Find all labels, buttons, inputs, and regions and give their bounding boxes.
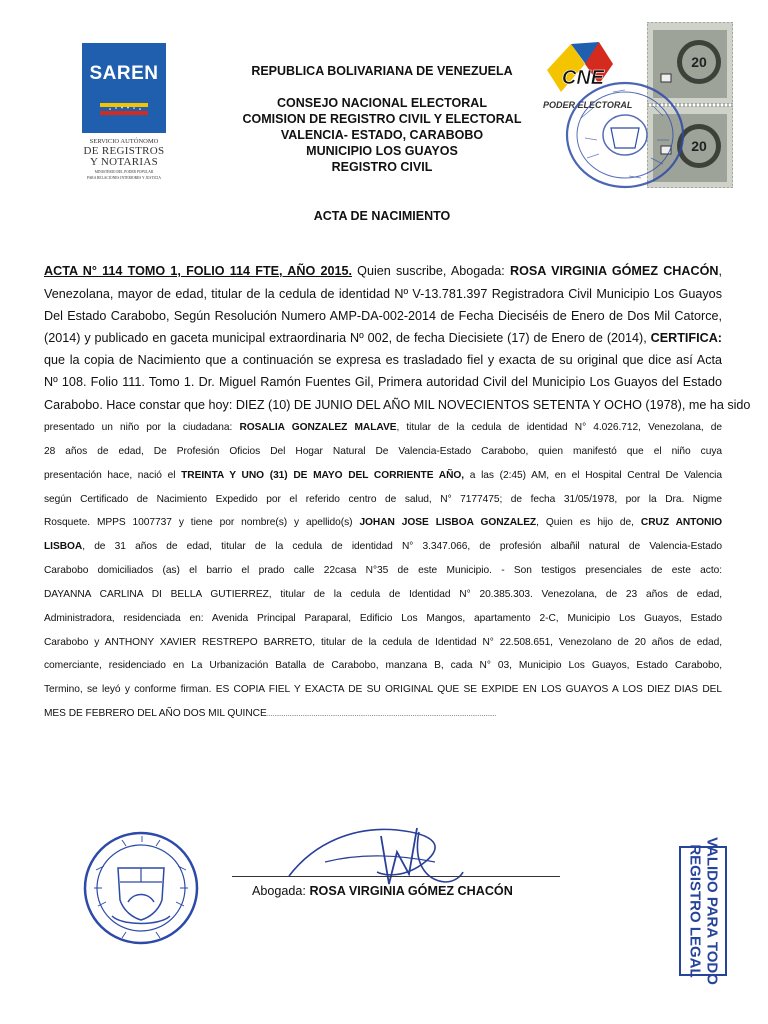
fiscal-stamp-value-1: 20 xyxy=(691,54,707,70)
saren-logo-line2a: DE REGISTROS xyxy=(83,144,165,157)
saren-logo-word: SAREN xyxy=(89,63,159,84)
body-line-1 xyxy=(44,264,722,278)
body-text: Quien suscribe, Abogada: xyxy=(351,264,511,278)
signature-line xyxy=(232,876,560,877)
fiscal-stamp-value-2: 20 xyxy=(691,138,707,154)
saren-logo-line3a: MINISTERIO DEL PODER POPULAR xyxy=(94,169,154,174)
saren-logo-box xyxy=(82,43,166,133)
body-text: , xyxy=(718,264,722,278)
acta-number: ACTA N° 114 TOMO 1, FOLIO 114 FTE, AÑO 2015. xyxy=(44,264,352,278)
saren-logo-line1: SERVICIO AUTÓNOMO xyxy=(89,138,159,145)
tribunal-supremo-seal-icon xyxy=(82,830,200,946)
cne-logo-name: CNE xyxy=(561,67,605,89)
header-line-4: VALENCIA- ESTADO, CARABOBO xyxy=(280,128,484,142)
saren-logo-line3b: PARA RELACIONES INTERIORES Y JUSTICIA xyxy=(87,175,161,180)
registrar-name: ROSA VIRGINIA GÓMEZ CHACÓN xyxy=(510,264,719,278)
flag-stars-icon xyxy=(100,103,148,115)
header-line-2: CONSEJO NACIONAL ELECTORAL xyxy=(277,96,487,110)
body-text: , titular de la cedula de identidad N° 4.026.712, Venezolana, de xyxy=(396,422,722,433)
body-line-18: comerciante, residenciado en La Urbanización Batalla de Carabobo, manzana B, cada N° 03, Municipio Los Guayos, Estado Carabobo, xyxy=(44,660,722,671)
body-text: a las (2:45) AM, en el Hospital Central De Valencia xyxy=(464,470,723,481)
body-line-12 xyxy=(44,517,722,528)
body-text: Termino, se leyó y conforme firman. xyxy=(44,684,216,695)
body-line-13 xyxy=(44,541,722,552)
signature-label: Abogada: xyxy=(252,884,310,898)
body-line-11: según Certificado de Nacimiento Expedido por el referido centro de salud, N° 7177475; de fecha 31/05/1978, por la Dra. Nigme xyxy=(44,494,722,505)
body-line-6: Nº 108. Folio 111. Tomo 1. Dr. Miguel Ramón Fuentes Gil, Primera autoridad Civil del Municipio Los Guayos del Estado xyxy=(44,375,722,389)
signature-caption xyxy=(252,884,513,898)
body-line-10 xyxy=(44,470,722,481)
body-text: Rosquete. MPPS 1007737 y tiene por nombre(s) y apellido(s) xyxy=(44,517,360,528)
signature-name: ROSA VIRGINIA GÓMEZ CHACÓN xyxy=(309,884,513,898)
header-line-1: REPUBLICA BOLIVARIANA DE VENEZUELA xyxy=(251,64,513,78)
header-line-5: MUNICIPIO LOS GUAYOS xyxy=(306,144,458,158)
valido-para-todo-stamp xyxy=(679,837,727,985)
body-text: , de 31 años de edad, titular de la cedula de identidad N° 3.347.066, de profesión albañil natural de Valencia-Estado xyxy=(82,541,722,552)
body-line-7: Carabobo. Hace constar que hoy: DIEZ (10) DE JUNIO DEL AÑO MIL NOVECIENTOS SETENTA Y OCHO (1978), me ha sido xyxy=(44,398,751,412)
father-name-part1: CRUZ ANTONIO xyxy=(640,517,723,528)
certifica-label: CERTIFICA: xyxy=(650,331,722,345)
saren-logo xyxy=(82,43,166,188)
registro-civil-seal-icon xyxy=(563,78,688,193)
body-line-2: Venezolana, mayor de edad, titular de la cedula de identidad Nº V-13.781.397 Registradora Civil Municipio Los Guayos xyxy=(44,287,722,301)
header-line-6: REGISTRO CIVIL xyxy=(331,160,433,174)
body-line-20 xyxy=(44,708,710,719)
birth-date: TREINTA Y UNO (31) DE MAYO DEL CORRIENTE AÑO, xyxy=(181,470,465,481)
valido-stamp-line2: REGISTRO LEGAL xyxy=(687,844,704,978)
saren-logo-line2b: Y NOTARIAS xyxy=(89,156,159,169)
body-text: (2014) y publicado en gaceta municipal extraordinaria Nº 002, de fecha Diecisiete (17) de Enero de (2014), xyxy=(44,331,651,345)
body-text: , Quien es hijo de, xyxy=(536,517,641,528)
document-title: ACTA DE NACIMIENTO xyxy=(313,209,451,223)
father-name-part2: LISBOA xyxy=(44,541,83,552)
body-text: presentación hace, nació el xyxy=(44,470,182,481)
saren-logo-subtitle xyxy=(82,139,166,180)
valido-stamp-line1: VALIDO PARA TODO xyxy=(703,837,721,985)
certification-statement: ES COPIA FIEL Y EXACTA DE SU ORIGINAL QUE SE EXPIDE EN LOS GUAYOS A LOS DIEZ DIAS DEL xyxy=(215,684,722,695)
header-line-3: COMISION DE REGISTRO CIVIL Y ELECTORAL xyxy=(242,112,522,126)
body-line-17: Carabobo y ANTHONY XAVIER RESTREPO BARRETO, titular de la cedula de Identidad N° 22.508.651, Venezolano de 20 años de edad, xyxy=(44,637,722,648)
mother-name: ROSALIA GONZALEZ MALAVE xyxy=(239,422,397,433)
cne-logo-subtitle: PODER ELECTORAL xyxy=(543,100,633,110)
body-line-15: DAYANNA CARLINA DI BELLA GUTIERREZ, titular de la cedula de Identidad N° 20.385.303. Venezolana, de 23 años de edad, xyxy=(44,589,722,600)
body-text: presentado un niño por la ciudadana: xyxy=(44,422,240,433)
body-line-4 xyxy=(44,331,722,345)
body-line-8 xyxy=(44,422,722,433)
body-line-9: 28 años de edad, De Profesión Oficios Del Hogar Natural De Valencia-Estado Carabobo, quien manifestó que el niño cuya xyxy=(44,446,722,457)
certification-date: MES DE FEBRERO DEL AÑO DOS MIL QUINCE xyxy=(44,708,267,719)
body-line-3: Del Estado Carabobo, Según Resolución Numero AMP-DA-002-2014 de Fecha Dieciséis de Enero de Dos Mil Catorce, xyxy=(44,309,722,323)
body-line-14: Carabobo domiciliados (as) el barrio el prado calle 22casa N°35 de este Municipio. - Son testigos presenciales de este acto: xyxy=(44,565,722,576)
body-line-5: que la copia de Nacimiento que a continuación se expresa es trasladado fiel y exacta de su original que dice así Acta xyxy=(44,353,722,367)
body-line-19 xyxy=(44,684,722,695)
child-name: JOHAN JOSE LISBOA GONZALEZ xyxy=(359,517,537,528)
body-line-16: Administradora, residenciada en: Avenida Principal Paraparal, Edificio Los Mangos, apartamento 2-C, Municipio Los Guayos, Estado xyxy=(44,613,722,624)
fill-dots: …………………………………………………………………………………………………………… xyxy=(266,712,497,718)
valido-stamp-text xyxy=(687,837,720,985)
